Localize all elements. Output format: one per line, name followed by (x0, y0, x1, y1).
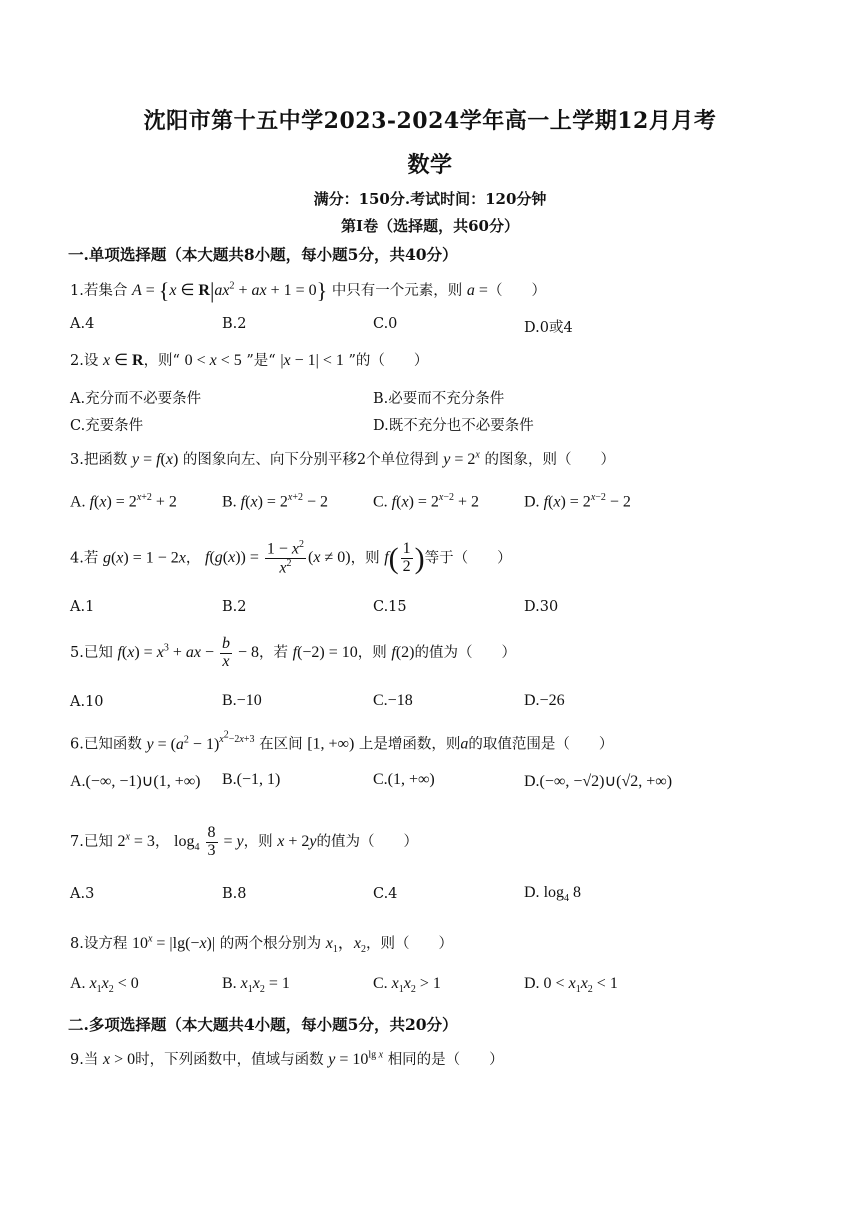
q5-option-b: B.−10 (222, 692, 262, 709)
q4-option-d: D.30 (524, 599, 559, 615)
q2-option-a: A.充分而不必要条件 (70, 391, 202, 407)
q4-math-fhalf: f( $\frac{1}{2}$ ) (384, 540, 425, 576)
q5-text-mid: ，若 (259, 644, 289, 661)
q3-math-func: y = f(x) (131, 451, 179, 468)
q6-option-a: A.(−∞, −1)∪(1, +∞) (70, 773, 201, 790)
q9-math-func: $y = 10^{lg x}$ (328, 1049, 384, 1068)
question-5 (70, 636, 516, 671)
q7-math-cond1: $2^x = 3$ (117, 831, 155, 850)
question-4: 4.若 g(x) = 1 − 2x， f(g(x)) = $\frac{1 - x^2}{x^2}$ (x ≠ 0)，则 f( $\frac{1}{2}$ )等于（ ） (70, 539, 512, 577)
q2-option-d: D.既不充分也不必要条件 (373, 418, 534, 434)
q8-text-post: ，则（ ） (366, 936, 454, 952)
q4-option-b: B.2 (222, 599, 247, 615)
q6-text-end: 的取值范围是（ ） (468, 736, 614, 753)
q2-math-cond1: 0 < x < 5 (184, 352, 242, 369)
q5-option-c: C.−18 (373, 692, 413, 709)
q5-option-a: A.10 (70, 694, 104, 710)
q1-option-b: B.2 (222, 316, 247, 332)
q9-text-post: 相同的是（ ） (387, 1052, 504, 1068)
q6-option-b: B.(−1, 1) (222, 771, 281, 788)
q8-option-b: B. $x_1x_2 = 1$ (222, 975, 290, 996)
question-7: 7.已知 $2^x = 3$， $\log_4$ $\frac{8}{3}$ = y，则 x + 2y的值为（ ） (70, 824, 418, 859)
q5-math-f2: f(2) (391, 643, 415, 661)
q2-text-pre: 2.设 (70, 353, 99, 369)
q5-text-pre: 5.已知 (70, 644, 113, 661)
q1-text-post: 中只有一个元素，则 (331, 283, 463, 299)
q6-var-a: a (460, 735, 469, 753)
q7-option-b: B.8 (222, 886, 247, 902)
q2-option-b: B.必要而不充分条件 (373, 391, 505, 407)
question-8 (70, 930, 453, 955)
q6-text-post: 上是增函数，则 (358, 736, 461, 753)
q5-text-post2: 的值为（ ） (414, 644, 516, 661)
q7-text-post1: ，则 (243, 833, 273, 850)
q7-option-d-label: D. (524, 884, 540, 901)
q8-text-mid: 的两个根分别为 (219, 936, 322, 952)
q7-text-post2: 的值为（ ） (316, 833, 418, 850)
subject-title: 数学 (407, 152, 453, 178)
part-title: 第Ⅰ卷（选择题，共60分） (341, 217, 519, 235)
q8-option-d: D. $0 < x_1x_2 < 1$ (524, 975, 618, 996)
question-6 (70, 730, 613, 754)
q4-text-post1: ，则 (350, 550, 380, 567)
q9-text-pre: 9.当 (70, 1052, 99, 1068)
q4-option-c: C.15 (373, 599, 407, 615)
q4-math-fg: f(g(x)) = $\frac{1 - x^2}{x^2}$ (x ≠ 0) (204, 539, 351, 577)
q3-option-b: B. $f(x) = 2^{x+2} - 2$ (222, 492, 329, 511)
q6-math-func: $y = (a^2 - 1)^{x^2-2x+3}$ (146, 730, 255, 753)
q3-text-pre: 3.把函数 (70, 452, 128, 468)
q1-option-c: C.0 (373, 316, 398, 332)
q7-option-d: D. $\log_4 8$ (524, 884, 582, 905)
q2-math-x-in-r: x ∈ R (102, 352, 144, 369)
exam-title: 沈阳市第十五中学2023-2024学年高一上学期12月月考 (143, 108, 717, 134)
q6-math-interval: [1, +∞) (307, 735, 355, 753)
q2-text-mid1: ，则“ (143, 353, 180, 369)
q3-text-post: 的图象，则（ ） (484, 452, 615, 468)
q5-option-d: D.−26 (524, 692, 565, 709)
section-single-choice: 一.单项选择题（本大题共8小题，每小题5分，共40分） (68, 245, 458, 264)
q6-option-c: C.(1, +∞) (373, 771, 435, 788)
q8-math-eq: $10^x = |\lg(-x)|$ (131, 933, 216, 952)
section-multi-choice: 二.多项选择题（本大题共4小题，每小题5分，共20分） (68, 1015, 458, 1034)
q4-text-pre: 4.若 (70, 550, 99, 567)
q1-text-end: （ ） (487, 283, 546, 299)
q3-option-a: A. $f(x) = 2^{x+2} + 2$ (70, 492, 177, 511)
q4-math-g: g(x) = 1 − 2x (102, 549, 186, 567)
score-time: 满分：150分.考试时间：120分钟 (313, 190, 547, 208)
q2-option-c: C.充要条件 (70, 418, 144, 434)
question-1 (70, 278, 546, 304)
q7-option-a: A.3 (70, 886, 95, 902)
q3-math-target: $y = 2^x$ (443, 449, 480, 468)
q1-text-pre: 1.若集合 (70, 283, 128, 299)
q6-text-mid: 在区间 (259, 736, 303, 753)
q2-text-post: ”的（ ） (348, 353, 429, 369)
q8-option-a: A. $x_1x_2 < 0$ (70, 975, 139, 996)
q6-option-d: D.(−∞, −√2)∪(√2, +∞) (524, 773, 673, 790)
q1-option-a: A.4 (70, 316, 95, 332)
q7-math-cond2: $\log_4$ $\frac{8}{3}$ = y (174, 824, 244, 859)
q5-math-cond: f(−2) = 10 (292, 643, 358, 661)
q8-option-c: C. $x_1x_2 > 1$ (373, 975, 441, 996)
q5-math-func: $f(x) = x^3$ + ax − $\frac{b}{x}$ − 8 (117, 635, 260, 670)
q5-text-post1: ，则 (357, 644, 387, 661)
q3-text-mid: 的图象向左、向下分别平移2个单位得到 (182, 452, 439, 468)
question-2 (70, 349, 428, 370)
q4-text-post2: 等于（ ） (424, 550, 512, 567)
question-9 (70, 1048, 504, 1069)
q1-option-d: D.0或4 (524, 320, 573, 336)
q1-set-math: A = {x ∈ $R|ax^2$ + ax + 1 = 0} (131, 278, 328, 303)
q2-text-mid2: ”是“ (246, 353, 276, 369)
q9-math-cond: x > 0 (102, 1051, 136, 1068)
q3-option-d: D. $f(x) = 2^{x-2} - 2$ (524, 492, 631, 511)
question-3 (70, 448, 615, 469)
q2-math-cond2: |x − 1| < 1 (280, 352, 344, 369)
q7-math-expr: x + 2y (277, 832, 317, 850)
q9-text-mid: 时，下列函数中，值域与函数 (135, 1052, 324, 1068)
q6-text-pre: 6.已知函数 (70, 736, 142, 753)
q1-var-a: a = (466, 282, 488, 299)
q7-text-pre: 7.已知 (70, 833, 113, 850)
q8-text-pre: 8.设方程 (70, 936, 128, 952)
q3-option-c: C. $f(x) = 2^{x-2} + 2$ (373, 492, 480, 511)
q7-option-c: C.4 (373, 886, 398, 902)
q4-option-a: A.1 (70, 599, 95, 615)
q8-math-roots: $x_1$，$x_2$ (325, 935, 367, 956)
